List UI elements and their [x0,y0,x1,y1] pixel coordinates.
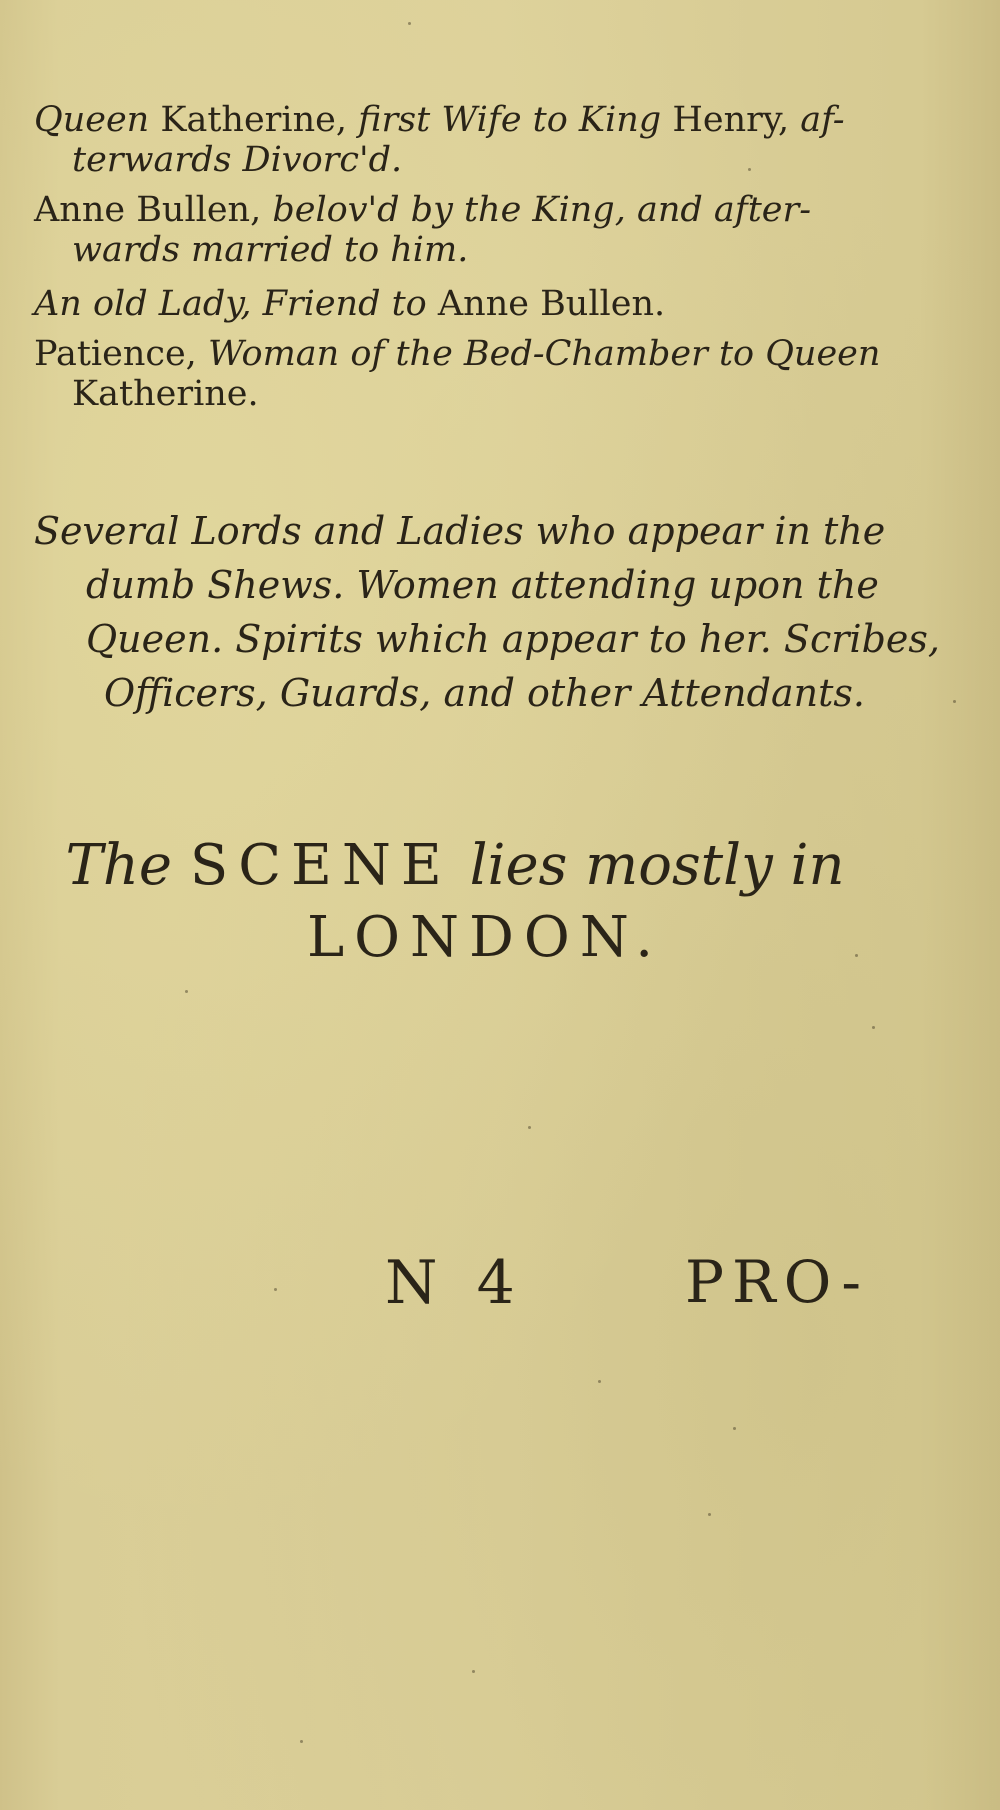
attendants-paragraph [34,504,940,720]
cast-entry-line: terwards Divorc'd. [72,140,403,180]
scene-word: SCENE [189,833,452,898]
paper-speck [733,1427,736,1430]
paper-speck [528,1126,531,1129]
text-span: An old Lady, Friend to [34,284,438,324]
cast-entry-line [34,100,874,140]
cast-entry-line [34,190,874,230]
paper-speck [408,22,411,25]
attendants-line: dumb Shews. Women attending upon the [86,563,879,607]
attendants-line: Several Lords and Ladies who appear in the [34,509,886,553]
text-span: Katherine, [149,100,359,140]
cast-entry-old-lady [34,284,874,324]
cast-entry-line: wards married to him. [72,230,469,270]
text-span: Anne Bullen. [437,284,666,324]
text-span: Anne Bullen, [34,190,273,230]
paper-speck [708,1513,711,1516]
cast-entry-line [34,284,874,324]
cast-entry-patience [34,334,881,414]
text-span: Queen [34,100,150,140]
paper-speck [748,168,751,171]
paper-speck [300,1740,303,1743]
text-span: Patience, [34,334,208,374]
catchword: PRO- [685,1248,869,1316]
attendants-line: Queen. Spirits which appear to her. Scribes, [86,617,940,661]
text-span: Henry, [661,100,801,140]
paper-speck [472,1670,475,1673]
cast-entry-line [34,334,881,374]
scene-lies-mostly-in: lies mostly in [469,833,845,898]
scene-place: LONDON. [306,905,664,970]
text-span: first Wife to King [358,100,662,140]
paper-speck [185,990,188,993]
signature-mark: N 4 [385,1248,525,1318]
paper-speck [598,1380,601,1383]
scene-statement [0,830,1000,974]
cast-entry-line: Katherine. [72,374,259,414]
paper-speck [953,700,956,703]
paper-speck [872,1026,875,1029]
paper-speck [855,954,858,957]
scene-the: The [65,833,173,898]
scene-line [0,830,1000,902]
text-span: Woman of the Bed-Chamber to Queen [207,334,881,374]
text-span: af- [800,100,845,140]
text-span: belov'd by the King, and after- [272,190,812,230]
paper-speck [274,1288,277,1291]
attendants-line: Officers, Guards, and other Attendants. [104,671,865,715]
cast-entry-anne-bullen [34,190,874,270]
